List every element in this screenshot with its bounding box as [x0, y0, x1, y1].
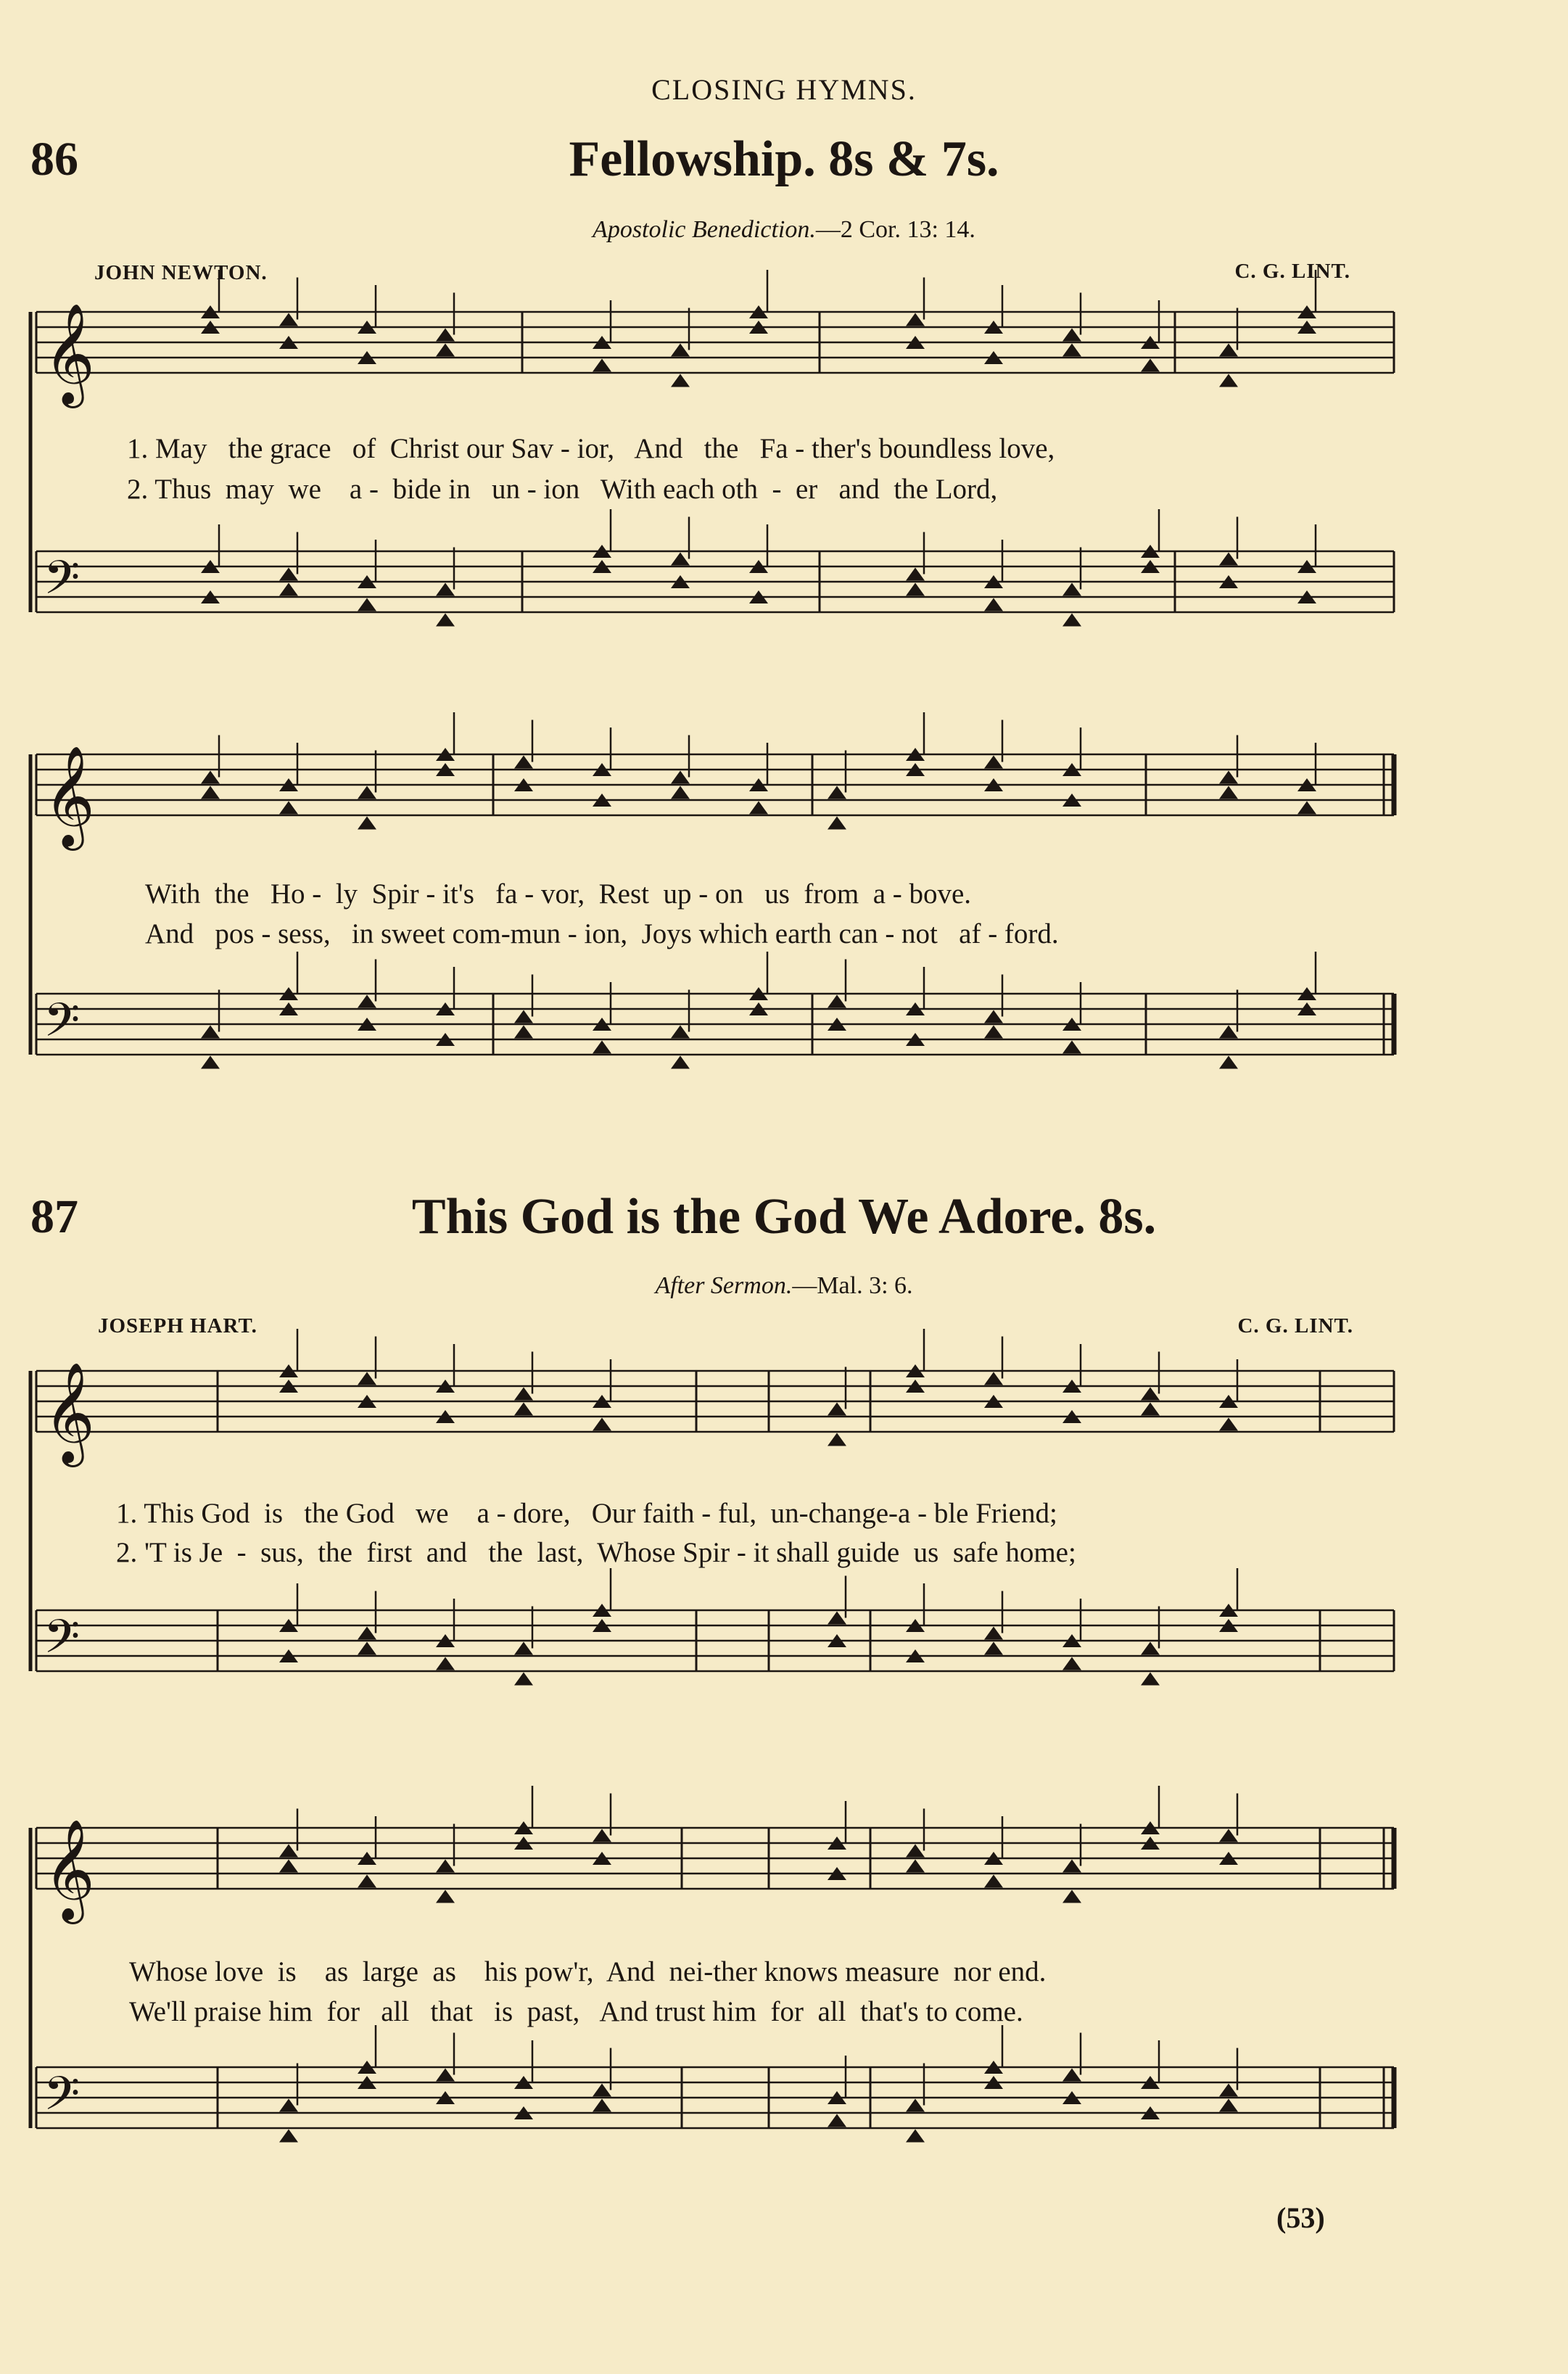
shape-note [828, 1433, 846, 1446]
shape-note [1219, 2084, 1238, 2097]
shape-note [1141, 1673, 1160, 1686]
shape-note [984, 756, 1003, 769]
shape-note [984, 1010, 1003, 1023]
shape-note [279, 2099, 298, 2112]
shape-note [984, 1026, 1003, 1039]
shape-note [279, 2130, 298, 2143]
lyric-verse-2: 2. Thus may we a - bide in un - ion With each oth - er and the Lord, [127, 474, 998, 505]
treble-clef: 𝄞 [44, 746, 95, 846]
shape-note [1062, 344, 1081, 357]
hymn-author: JOHN NEWTON. [94, 261, 268, 284]
lyric-verse-2: We'll praise him for all that is past, And trust him for all that's to come. [129, 1996, 1023, 2027]
shape-note [671, 1056, 690, 1069]
shape-note [828, 2114, 846, 2127]
lyric-verse-1: 1. This God is the God we a - dore, Our faith - ful, un-change-a - ble Friend; [116, 1498, 1057, 1529]
shape-note [984, 1372, 1003, 1385]
hymn-title: This God is the God We Adore. 8s. [411, 1189, 1157, 1245]
shape-note [828, 1612, 846, 1625]
shape-note [201, 786, 220, 799]
hymn-number: 87 [30, 1190, 78, 1243]
lyric-verse-2: 2. 'T is Je - sus, the first and the last, Whose Spir - it shall guide us safe home; [116, 1537, 1076, 1568]
shape-note [1141, 1403, 1160, 1416]
shape-note [1219, 771, 1238, 784]
scripture-reference: —2 Cor. 13: 14. [815, 216, 975, 243]
shape-note [593, 2084, 611, 2097]
bass-clef: 𝄢 [44, 2067, 81, 2132]
shape-note [1219, 2099, 1238, 2112]
shape-note [671, 374, 690, 387]
lyric-verse-1: Whose love is as large as his pow'r, And nei-ther knows measure nor end. [129, 1956, 1047, 1987]
shape-note [1062, 1860, 1081, 1873]
shape-note [1141, 1642, 1160, 1655]
running-head: CLOSING HYMNS. [651, 73, 917, 106]
shape-note [436, 614, 455, 627]
shape-note [1141, 1388, 1160, 1401]
bass-clef: 𝄢 [44, 1610, 81, 1676]
occasion-label: After Sermon. [655, 1272, 793, 1299]
shape-note [593, 1829, 611, 1842]
shape-note [436, 1890, 455, 1903]
hymn-title: Fellowship. 8s & 7s. [569, 131, 999, 187]
shape-note [828, 995, 846, 1008]
lyric-verse-1: With the Ho - ly Spir - it's fa - vor, Rest up - on us from a - bove. [145, 878, 972, 910]
shape-note [1062, 1890, 1081, 1903]
shape-note [358, 1642, 376, 1655]
shape-note [201, 771, 220, 784]
shape-note [514, 1403, 533, 1416]
shape-note [514, 1026, 533, 1039]
shape-note [828, 1403, 846, 1416]
shape-note [671, 553, 690, 566]
shape-note [984, 1875, 1003, 1888]
shape-note [201, 1056, 220, 1069]
shape-note [358, 1372, 376, 1385]
shape-note [1219, 1829, 1238, 1842]
shape-note [1141, 359, 1160, 372]
shape-note [1297, 801, 1316, 815]
shape-note [279, 1845, 298, 1858]
shape-note [1219, 1418, 1238, 1431]
shape-note [1219, 374, 1238, 387]
shape-note [279, 568, 298, 581]
shape-note [201, 1026, 220, 1039]
shape-note [984, 598, 1003, 611]
shape-note [828, 817, 846, 830]
shape-note [514, 1388, 533, 1401]
lyric-verse-2: And pos - sess, in sweet com-mun - ion, Joys which earth can - not af - ford. [145, 918, 1059, 949]
shape-note [1219, 1026, 1238, 1039]
shape-note [1062, 1041, 1081, 1054]
shape-note [514, 1010, 533, 1023]
shape-note [906, 313, 925, 326]
shape-note [593, 1418, 611, 1431]
shape-note [828, 786, 846, 799]
shape-note [358, 1627, 376, 1640]
occasion-label: Apostolic Benediction. [593, 216, 816, 243]
shape-note [593, 2099, 611, 2112]
shape-note [358, 995, 376, 1008]
bass-clef: 𝄢 [44, 551, 81, 617]
shape-note [906, 568, 925, 581]
shape-note [436, 329, 455, 342]
shape-note [436, 583, 455, 596]
shape-note [1062, 329, 1081, 342]
lyric-verse-1: 1. May the grace of Christ our Sav - ior, And the Fa - ther's boundless love, [127, 433, 1055, 464]
shape-note [436, 1860, 455, 1873]
bass-clef: 𝄢 [44, 994, 81, 1059]
shape-note [906, 1845, 925, 1858]
shape-note [671, 1026, 690, 1039]
shape-note [1062, 583, 1081, 596]
shape-note [358, 786, 376, 799]
shape-note [906, 1860, 925, 1873]
treble-clef: 𝄞 [44, 303, 95, 404]
shape-note [436, 2069, 455, 2082]
shape-note [906, 583, 925, 596]
shape-note [1062, 1657, 1081, 1670]
shape-note [906, 2099, 925, 2112]
page-number: (53) [1276, 2201, 1325, 2234]
hymn-author: JOSEPH HART. [98, 1314, 257, 1338]
shape-note [1219, 786, 1238, 799]
shape-note [514, 756, 533, 769]
shape-note [358, 598, 376, 611]
shape-note [279, 801, 298, 815]
shape-note [279, 313, 298, 326]
shape-note [749, 801, 768, 815]
shape-note [984, 1642, 1003, 1655]
shape-note [358, 817, 376, 830]
shape-note [436, 344, 455, 357]
shape-note [593, 1041, 611, 1054]
shape-note [514, 1642, 533, 1655]
treble-clef: 𝄞 [44, 1819, 95, 1920]
shape-note [1219, 553, 1238, 566]
scripture-reference: —Mal. 3: 6. [792, 1272, 913, 1299]
shape-note [1219, 344, 1238, 357]
shape-note [671, 771, 690, 784]
shape-note [671, 344, 690, 357]
shape-note [279, 583, 298, 596]
shape-note [671, 786, 690, 799]
hymn-composer: C. G. LINT. [1234, 260, 1350, 283]
shape-note [593, 359, 611, 372]
hymn-number: 86 [30, 133, 78, 186]
treble-clef: 𝄞 [44, 1362, 95, 1463]
shape-note [1062, 2069, 1081, 2082]
shape-note [514, 1673, 533, 1686]
shape-note [279, 1860, 298, 1873]
shape-note [358, 1875, 376, 1888]
shape-note [1062, 614, 1081, 627]
hymn-composer: C. G. LINT. [1237, 1314, 1353, 1338]
shape-note [984, 1627, 1003, 1640]
shape-note [906, 2130, 925, 2143]
shape-note [436, 1657, 455, 1670]
shape-note [1219, 1056, 1238, 1069]
